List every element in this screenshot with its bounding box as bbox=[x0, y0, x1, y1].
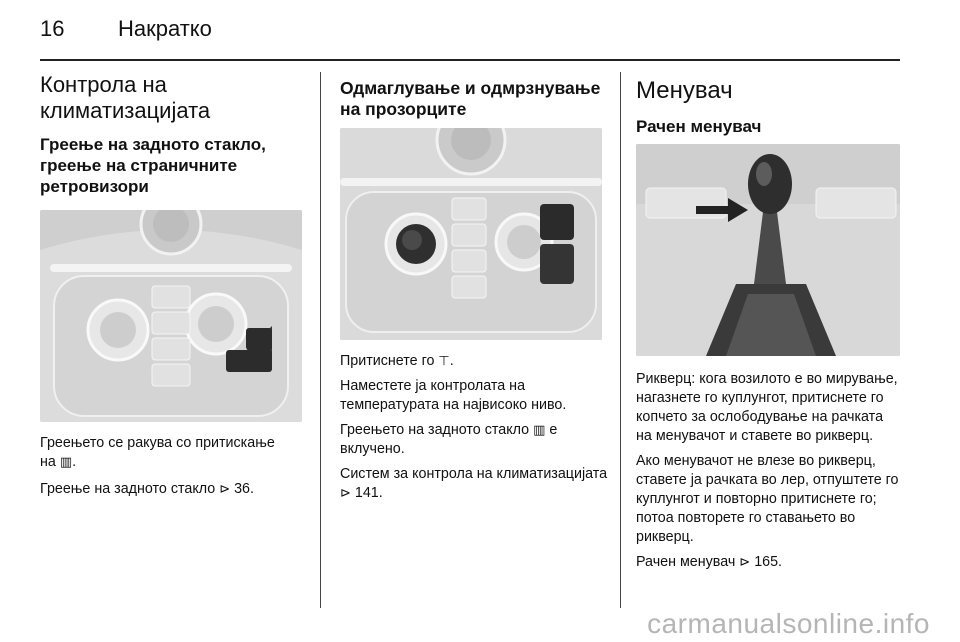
paragraph: Наместете ја контролата на температурата на највисоко ниво. bbox=[340, 378, 567, 413]
page-ref-arrow-icon: ⊳ bbox=[219, 482, 231, 497]
section-subtitle: Греење на задното стакло, греење на страничните ретровизори bbox=[40, 135, 266, 196]
paragraph bbox=[340, 421, 608, 459]
column-climate bbox=[40, 72, 306, 197]
section-title: Одмаглување и одмрзнување на прозорците bbox=[340, 78, 601, 119]
defog-panel-photo bbox=[340, 128, 602, 340]
paragraph: Рикверц: кога возилото е во мирување, нагазнете го куплунгот, притиснете го копчето за ослободување на рачката на менувачот и ставете во рикверц. bbox=[636, 371, 898, 444]
paragraph-text: на bbox=[40, 454, 56, 470]
page-ref: 141. bbox=[354, 485, 383, 501]
paragraph: Ако менувачот не влезе во рикверц, ставете ја рачката во лер, отпуштете го куплунгот и повторно притиснете го; потоа повторете го ставањето во рикверц. bbox=[636, 453, 899, 545]
windscreen-defrost-icon: ⊤ bbox=[438, 354, 450, 369]
paragraph bbox=[40, 480, 306, 499]
page-ref-arrow-icon: ⊳ bbox=[340, 486, 351, 501]
paragraph-text: Систем за контрола на климатизацијата bbox=[340, 466, 608, 482]
paragraph-text: Греењето се ракува со притискање bbox=[40, 435, 275, 451]
paragraph-text: . bbox=[449, 353, 454, 369]
section-subtitle: Рачен менувач bbox=[636, 117, 762, 136]
watermark: carmanualsonline.info bbox=[647, 608, 930, 639]
section-title: Менувач bbox=[636, 77, 733, 104]
page-ref-arrow-icon: ⊳ bbox=[739, 555, 751, 570]
paragraph-text: Греењето на задното стакло bbox=[340, 422, 530, 438]
column-defog-text bbox=[340, 352, 608, 503]
page-number: 16 bbox=[40, 16, 65, 41]
paragraph-text: е вклучено. bbox=[340, 422, 558, 457]
paragraph bbox=[40, 434, 306, 472]
column-divider bbox=[620, 72, 621, 608]
column-transmission bbox=[636, 78, 902, 137]
column-transmission-text bbox=[636, 370, 902, 572]
climate-panel-photo bbox=[40, 210, 302, 422]
page-header bbox=[0, 0, 960, 60]
rear-defrost-icon: ▥ bbox=[533, 423, 546, 438]
page-ref: 165. bbox=[754, 554, 783, 570]
paragraph bbox=[636, 553, 902, 572]
page-ref: 36. bbox=[234, 481, 254, 497]
paragraph-text: Рачен менувач bbox=[636, 554, 736, 570]
column-climate-text bbox=[40, 434, 306, 499]
header-rule bbox=[40, 59, 900, 61]
paragraph-text: Притиснете го bbox=[340, 353, 435, 369]
paragraph bbox=[340, 465, 608, 503]
section-title: Контрола на климатизацијата bbox=[40, 72, 211, 123]
paragraph-text: . bbox=[72, 454, 77, 470]
paragraph bbox=[340, 352, 608, 371]
gear-lever-photo bbox=[636, 144, 900, 356]
column-defog bbox=[340, 78, 608, 120]
column-divider bbox=[320, 72, 321, 608]
paragraph-text: Греење на задното стакло bbox=[40, 481, 216, 497]
chapter-title: Накратко bbox=[118, 16, 212, 41]
rear-defrost-icon: ▥ bbox=[59, 455, 73, 470]
